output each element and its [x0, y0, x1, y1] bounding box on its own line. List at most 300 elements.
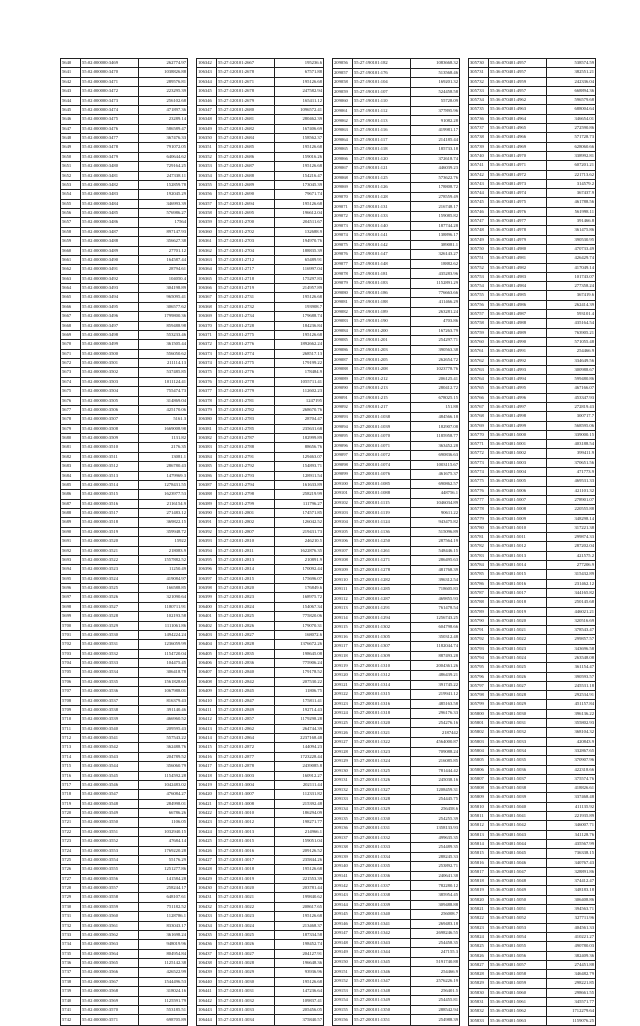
value-cell: 15922: [139, 537, 188, 546]
value-cell: 334649.56: [547, 356, 596, 365]
value-cell: 198645.08: [275, 649, 324, 658]
cadastral-number-cell: 55:27:200101:1072: [353, 451, 411, 461]
row-number-cell: 209146: [333, 919, 353, 929]
row-number-cell: 106425: [197, 837, 217, 846]
value-cell: 448756.1: [411, 489, 460, 499]
table-row: [469, 895, 596, 904]
value-cell: 378543.47: [547, 626, 596, 635]
table-row: [61, 696, 188, 705]
cadastral-number-cell: 55:36:070401:4987: [489, 310, 547, 319]
cadastral-number-cell: 55:02:000000:3517: [81, 509, 139, 518]
value-cell: 1892662.24: [275, 340, 324, 349]
row-number-cell: 209064: [333, 135, 353, 145]
row-number-cell: 5644: [61, 96, 81, 105]
cadastral-number-cell: 55:02:000000:3562: [81, 930, 139, 939]
cadastral-number-cell: 55:27:120101:2827: [217, 630, 275, 639]
cadastral-number-cell: 55:27:120101:2802: [217, 518, 275, 527]
value-cell: 287202.04: [547, 542, 596, 551]
value-cell: 66786.26: [139, 809, 188, 818]
table-row: [197, 959, 324, 968]
table-row: [61, 227, 188, 236]
row-number-cell: 5725: [61, 855, 81, 864]
value-cell: 328891.86: [547, 867, 596, 876]
value-cell: 451157.84: [547, 700, 596, 709]
table-row: [197, 424, 324, 433]
row-number-cell: 5666: [61, 302, 81, 311]
row-number-cell: 5680: [61, 434, 81, 443]
row-number-cell: 5650: [61, 152, 81, 161]
cadastral-number-cell: 55:27:120101:2814: [217, 565, 275, 574]
row-number-cell: 106426: [197, 846, 217, 855]
cadastral-number-cell: 55:02:000000:3563: [81, 940, 139, 949]
cadastral-number-cell: 55:02:000000:3492: [81, 274, 139, 283]
cadastral-number-cell: 55:02:000000:3543: [81, 752, 139, 761]
row-number-cell: 5647: [61, 124, 81, 133]
cadastral-number-cell: 55:27:120101:2686: [217, 152, 275, 161]
row-number-cell: 209089: [333, 374, 353, 384]
cadastral-number-cell: 55:02:000000:3547: [81, 790, 139, 799]
value-cell: 221713.62: [547, 170, 596, 179]
cadastral-number-cell: 55:36:070401:4974: [489, 189, 547, 198]
row-number-cell: 209083: [333, 317, 353, 327]
value-cell: 1055711.41: [275, 377, 324, 386]
cadastral-number-cell: 55:36:070401:5006: [489, 486, 547, 495]
row-number-cell: 209118: [333, 651, 353, 661]
cadastral-number-cell: 55:27:200101:1307: [353, 642, 411, 652]
row-number-cell: 209062: [333, 116, 353, 126]
table-row: [197, 584, 324, 593]
value-cell: 186294.09: [275, 809, 324, 818]
table-row: [197, 518, 324, 527]
table-row: [333, 259, 460, 269]
value-cell: 247582.94: [275, 87, 324, 96]
cadastral-number-cell: 55:36:070401:5001: [489, 440, 547, 449]
table-row: [469, 533, 596, 542]
table-row: [333, 785, 460, 795]
cadastral-number-cell: 55:27:120101:2682: [217, 124, 275, 133]
row-number-cell: 5657: [61, 218, 81, 227]
row-number-cell: 5682: [61, 452, 81, 461]
row-number-cell: 106405: [197, 649, 217, 658]
row-number-cell: 305750: [469, 244, 489, 253]
value-cell: 751182.52: [139, 902, 188, 911]
table-row: [469, 886, 596, 895]
value-cell: 1376672.26: [275, 640, 324, 649]
cadastral-number-cell: 55:02:000000:3510: [81, 443, 139, 452]
cadastral-number-cell: 55:36:070401:5022: [489, 635, 547, 644]
row-number-cell: 5675: [61, 387, 81, 396]
cadastral-number-cell: 55:27:120101:3029: [217, 968, 275, 977]
table-row: [333, 919, 460, 929]
cadastral-number-cell: 55:36:070401:5025: [489, 663, 547, 672]
table-row: [61, 959, 188, 968]
table-row: [469, 905, 596, 914]
table-row: [469, 96, 596, 105]
cadastral-number-cell: 55:27:120101:2872: [217, 743, 275, 752]
row-number-cell: 106420: [197, 790, 217, 799]
row-number-cell: 209108: [333, 556, 353, 566]
cadastral-number-cell: 55:02:000000:3499: [81, 340, 139, 349]
row-number-cell: 106416: [197, 752, 217, 761]
value-cell: 167406.69: [275, 124, 324, 133]
row-number-cell: 305741: [469, 161, 489, 170]
table-row: [197, 527, 324, 536]
cadastral-number-cell: 55:02:000000:3536: [81, 687, 139, 696]
value-cell: 184236.84: [275, 321, 324, 330]
row-number-cell: 305745: [469, 198, 489, 207]
cadastral-number-cell: 55:02:000000:3516: [81, 499, 139, 508]
value-cell: 104475.45: [139, 659, 188, 668]
row-number-cell: 106436: [197, 940, 217, 949]
cadastral-number-cell: 55:27:200101:1344: [353, 948, 411, 958]
table-row: [469, 858, 596, 867]
table-row: [333, 298, 460, 308]
row-number-cell: 106415: [197, 743, 217, 752]
table-row: [197, 1015, 324, 1026]
cadastral-number-cell: 55:36:070401:5027: [489, 681, 547, 690]
table-row: [469, 681, 596, 690]
row-number-cell: 106397: [197, 574, 217, 583]
row-number-cell: 5724: [61, 846, 81, 855]
value-cell: 359948.72: [139, 527, 188, 536]
row-number-cell: 305786: [469, 579, 489, 588]
row-number-cell: 305760: [469, 337, 489, 346]
row-number-cell: 209092: [333, 403, 353, 413]
table-row: [469, 839, 596, 848]
cadastral-number-cell: 55:36:070401:5000: [489, 430, 547, 439]
cadastral-number-cell: 55:36:070401:5052: [489, 914, 547, 923]
table-row: [333, 718, 460, 728]
cadastral-number-cell: 55:02:000000:3522: [81, 555, 139, 564]
row-number-cell: 106371: [197, 330, 217, 339]
cadastral-number-cell: 55:27:200101:1074: [353, 460, 411, 470]
row-number-cell: 305762: [469, 356, 489, 365]
value-cell: 179199.22: [275, 359, 324, 368]
row-number-cell: 305791: [469, 626, 489, 635]
cadastral-number-cell: 55:27:200101:1340: [353, 910, 411, 920]
row-number-cell: 209098: [333, 460, 353, 470]
row-number-cell: 209076: [333, 250, 353, 260]
cadastral-number-cell: 55:27:190101:133: [353, 212, 411, 222]
value-cell: 192045.29: [139, 190, 188, 199]
table-row: [469, 412, 596, 421]
row-number-cell: 209063: [333, 125, 353, 135]
cadastral-number-cell: 55:27:120101:2783: [217, 415, 275, 424]
value-cell: 256458.6: [411, 804, 460, 814]
row-number-cell: 209066: [333, 154, 353, 164]
table-row: [61, 874, 188, 883]
value-cell: 256401.5: [411, 986, 460, 996]
cadastral-number-cell: 55:27:120101:2826: [217, 621, 275, 630]
value-cell: 176849.6: [275, 584, 324, 593]
value-cell: 1003115.67: [411, 460, 460, 470]
cadastral-number-cell: 55:02:000000:3498: [81, 330, 139, 339]
cadastral-number-cell: 55:36:070401:4978: [489, 226, 547, 235]
value-cell: 678025.15: [411, 393, 460, 403]
cadastral-number-cell: 55:27:200101:1350: [353, 1005, 411, 1015]
row-number-cell: 305810: [469, 802, 489, 811]
cadastral-number-cell: 55:27:200101:1330: [353, 814, 411, 824]
value-cell: 338992.81: [547, 151, 596, 160]
row-number-cell: 5674: [61, 377, 81, 386]
table-row: [333, 977, 460, 987]
value-cell: 1038826.88: [139, 68, 188, 77]
row-number-cell: 305814: [469, 839, 489, 848]
cadastral-number-cell: 55:27:190101:205: [353, 355, 411, 365]
row-number-cell: 305764: [469, 375, 489, 384]
row-number-cell: 106430: [197, 884, 217, 893]
value-cell: 385954.45: [411, 890, 460, 900]
row-number-cell: 209123: [333, 699, 353, 709]
table-row: [197, 377, 324, 386]
cadastral-number-cell: 55:27:200101:1336: [353, 871, 411, 881]
table-row: [333, 68, 460, 78]
row-number-cell: 305793: [469, 644, 489, 653]
value-cell: 109837.41: [275, 996, 324, 1005]
cadastral-number-cell: 55:27:120101:2702: [217, 227, 275, 236]
value-cell: 2187442: [411, 728, 460, 738]
cadastral-number-cell: 55:36:070401:4994: [489, 375, 547, 384]
value-cell: 399411.9: [547, 449, 596, 458]
row-number-cell: 106348: [197, 115, 217, 124]
value-cell: 79671.74: [275, 190, 324, 199]
value-cell: 28794.61: [139, 265, 188, 274]
row-number-cell: 106377: [197, 387, 217, 396]
table-row: [61, 649, 188, 658]
value-cell: 299874.33: [547, 533, 596, 542]
table-row: [469, 784, 596, 793]
row-number-cell: 209136: [333, 824, 353, 834]
table-row: [469, 217, 596, 226]
row-number-cell: 5722: [61, 827, 81, 836]
cadastral-number-cell: 55:27:200101:1278: [353, 565, 411, 575]
cadastral-number-cell: 55:02:000000:3483: [81, 190, 139, 199]
value-cell: 729164.25: [139, 162, 188, 171]
table-row: [61, 893, 188, 902]
cadastral-number-cell: 55:27:200101:1039: [353, 422, 411, 432]
row-number-cell: 209137: [333, 833, 353, 843]
table-row: [333, 757, 460, 767]
row-number-cell: 305763: [469, 365, 489, 374]
table-row: [333, 470, 460, 480]
value-cell: 253892.71: [411, 862, 460, 872]
row-number-cell: 106411: [197, 705, 217, 714]
table-row: [197, 162, 324, 171]
row-number-cell: 209106: [333, 537, 353, 547]
cadastral-number-cell: 55:36:070401:5015: [489, 570, 547, 579]
cadastral-number-cell: 55:02:000000:3471: [81, 77, 139, 86]
value-cell: 126042.52: [275, 518, 324, 527]
cadastral-number-cell: 55:02:000000:3569: [81, 996, 139, 1005]
cadastral-number-cell: 55:02:000000:3559: [81, 902, 139, 911]
value-cell: 263548.08: [547, 654, 596, 663]
value-cell: 571055.48: [547, 337, 596, 346]
table-row: [61, 949, 188, 958]
value-cell: 256008.7: [411, 910, 460, 920]
row-number-cell: 305753: [469, 272, 489, 281]
value-cell: 306418.78: [139, 668, 188, 677]
cadastral-number-cell: 55:36:070401:4965: [489, 124, 547, 133]
table-row: [333, 728, 460, 738]
cadastral-number-cell: 55:27:200101:1309: [353, 651, 411, 661]
row-number-cell: 5719: [61, 799, 81, 808]
row-number-cell: 5703: [61, 649, 81, 658]
row-number-cell: 5714: [61, 752, 81, 761]
table-row: [197, 565, 324, 574]
row-number-cell: 305757: [469, 310, 489, 319]
value-cell: 2237168.48: [275, 734, 324, 743]
value-cell: 965095.41: [139, 293, 188, 302]
row-number-cell: 5706: [61, 677, 81, 686]
table-row: [333, 451, 460, 461]
cadastral-number-cell: 55:27:190101:140: [353, 221, 411, 231]
value-cell: 320516.69: [547, 616, 596, 625]
value-cell: 216748.17: [411, 202, 460, 212]
cadastral-number-cell: 55:27:120101:3021: [217, 893, 275, 902]
cadastral-number-cell: 55:27:120101:2794: [217, 480, 275, 489]
row-number-cell: 106438: [197, 959, 217, 968]
table-row: [469, 198, 596, 207]
value-cell: 556050.62: [139, 349, 188, 358]
cadastral-number-cell: 55:02:000000:3482: [81, 180, 139, 189]
row-number-cell: 106396: [197, 565, 217, 574]
value-cell: 396312.54: [411, 575, 460, 585]
table-row: [333, 747, 460, 757]
row-number-cell: 305769: [469, 421, 489, 430]
table-row: [333, 336, 460, 346]
cadastral-number-cell: 55:27:200101:1337: [353, 881, 411, 891]
table-row: [197, 930, 324, 939]
cadastral-number-cell: 55:02:000000:3509: [81, 434, 139, 443]
table-row: [333, 680, 460, 690]
cadastral-number-cell: 55:02:000000:3550: [81, 818, 139, 827]
table-row: [469, 337, 596, 346]
table-row: [197, 715, 324, 724]
row-number-cell: 209056: [333, 59, 353, 69]
row-number-cell: 305743: [469, 179, 489, 188]
value-cell: 2439085.8: [275, 762, 324, 771]
table-row: [469, 365, 596, 374]
row-number-cell: 305776: [469, 486, 489, 495]
value-cell: 1152891.29: [411, 278, 460, 288]
cadastral-number-cell: 55:02:000000:3526: [81, 593, 139, 602]
cadastral-number-cell: 55:02:000000:3512: [81, 462, 139, 471]
value-cell: 356627.38: [139, 237, 188, 246]
cadastral-number-cell: 55:27:200101:1335: [353, 862, 411, 872]
value-cell: 361505.44: [139, 340, 188, 349]
table-row: [61, 743, 188, 752]
row-number-cell: 305779: [469, 514, 489, 523]
table-row: [333, 556, 460, 566]
value-cell: 326143.27: [411, 250, 460, 260]
cadastral-number-cell: 55:27:190101:128: [353, 192, 411, 202]
row-number-cell: 5664: [61, 284, 81, 293]
table-row: [469, 170, 596, 179]
row-number-cell: 5742: [61, 1015, 81, 1026]
row-number-cell: 209070: [333, 192, 353, 202]
row-number-cell: 106443: [197, 1005, 217, 1014]
value-cell: 247155.3: [411, 948, 460, 958]
table-row: [333, 422, 460, 432]
table-row: [333, 546, 460, 556]
value-cell: 254466.9: [411, 967, 460, 977]
value-cell: 299857.57: [547, 635, 596, 644]
row-number-cell: 5659: [61, 237, 81, 246]
table-row: [197, 499, 324, 508]
table-row: [469, 523, 596, 532]
cadastral-number-cell: 55:27:190101:104: [353, 78, 411, 88]
cadastral-number-cell: 55:36:070401:4999: [489, 421, 547, 430]
cadastral-number-cell: 55:36:070401:5031: [489, 719, 547, 728]
cadastral-number-cell: 55:27:120101:3015: [217, 837, 275, 846]
table-row: [197, 687, 324, 696]
table-row: [197, 809, 324, 818]
table-row: [197, 555, 324, 564]
cadastral-number-cell: 55:27:190101:112: [353, 106, 411, 116]
cadastral-number-cell: 55:27:200101:1339: [353, 900, 411, 910]
value-cell: 318024.16: [139, 987, 188, 996]
value-cell: 187744.28: [411, 221, 460, 231]
cadastral-number-cell: 55:36:070401:5029: [489, 700, 547, 709]
value-cell: 417049.14: [547, 263, 596, 272]
row-number-cell: 5737: [61, 968, 81, 977]
row-number-cell: 5718: [61, 790, 81, 799]
table-row: [469, 988, 596, 997]
row-number-cell: 5735: [61, 949, 81, 958]
table-row: [197, 949, 324, 958]
value-cell: 164587.44: [139, 255, 188, 264]
table-row: [61, 265, 188, 274]
row-number-cell: 5658: [61, 227, 81, 236]
cadastral-number-cell: 55:02:000000:3489: [81, 246, 139, 255]
row-number-cell: 5642: [61, 77, 81, 86]
table-row: [61, 443, 188, 452]
row-number-cell: 305751: [469, 254, 489, 263]
value-cell: 339000.15: [547, 430, 596, 439]
table-row: [197, 855, 324, 864]
cadastral-number-cell: 55:27:120101:2695: [217, 209, 275, 218]
value-cell: 288542.94: [411, 1005, 460, 1015]
table-row: [469, 151, 596, 160]
value-cell: 167263.79: [411, 326, 460, 336]
cadastral-number-cell: 55:27:200101:1333: [353, 843, 411, 853]
row-number-cell: 209153: [333, 986, 353, 996]
row-number-cell: 305755: [469, 291, 489, 300]
table-row: [333, 690, 460, 700]
cadastral-number-cell: 55:36:070401:5038: [489, 784, 547, 793]
cadastral-number-cell: 55:27:190101:188: [353, 298, 411, 308]
row-number-cell: 305825: [469, 942, 489, 951]
value-cell: 374412.47: [547, 877, 596, 886]
cadastral-number-cell: 55:02:000000:3521: [81, 546, 139, 555]
cadastral-number-cell: 55:27:200101:1312: [353, 671, 411, 681]
row-number-cell: 305813: [469, 830, 489, 839]
row-number-cell: 106378: [197, 396, 217, 405]
cadastral-number-cell: 55:36:070401:4975: [489, 198, 547, 207]
value-cell: 346993.39: [139, 199, 188, 208]
value-cell: 289576.81: [139, 77, 188, 86]
cadastral-number-cell: 55:27:120101:3027: [217, 949, 275, 958]
row-number-cell: 209145: [333, 910, 353, 920]
row-number-cell: 5693: [61, 555, 81, 564]
row-number-cell: 106389: [197, 499, 217, 508]
value-cell: 262414.39: [547, 300, 596, 309]
table-row: [469, 505, 596, 514]
table-row: [333, 795, 460, 805]
table-row: [61, 930, 188, 939]
cadastral-number-cell: 55:02:000000:3485: [81, 209, 139, 218]
row-number-cell: 305830: [469, 988, 489, 997]
